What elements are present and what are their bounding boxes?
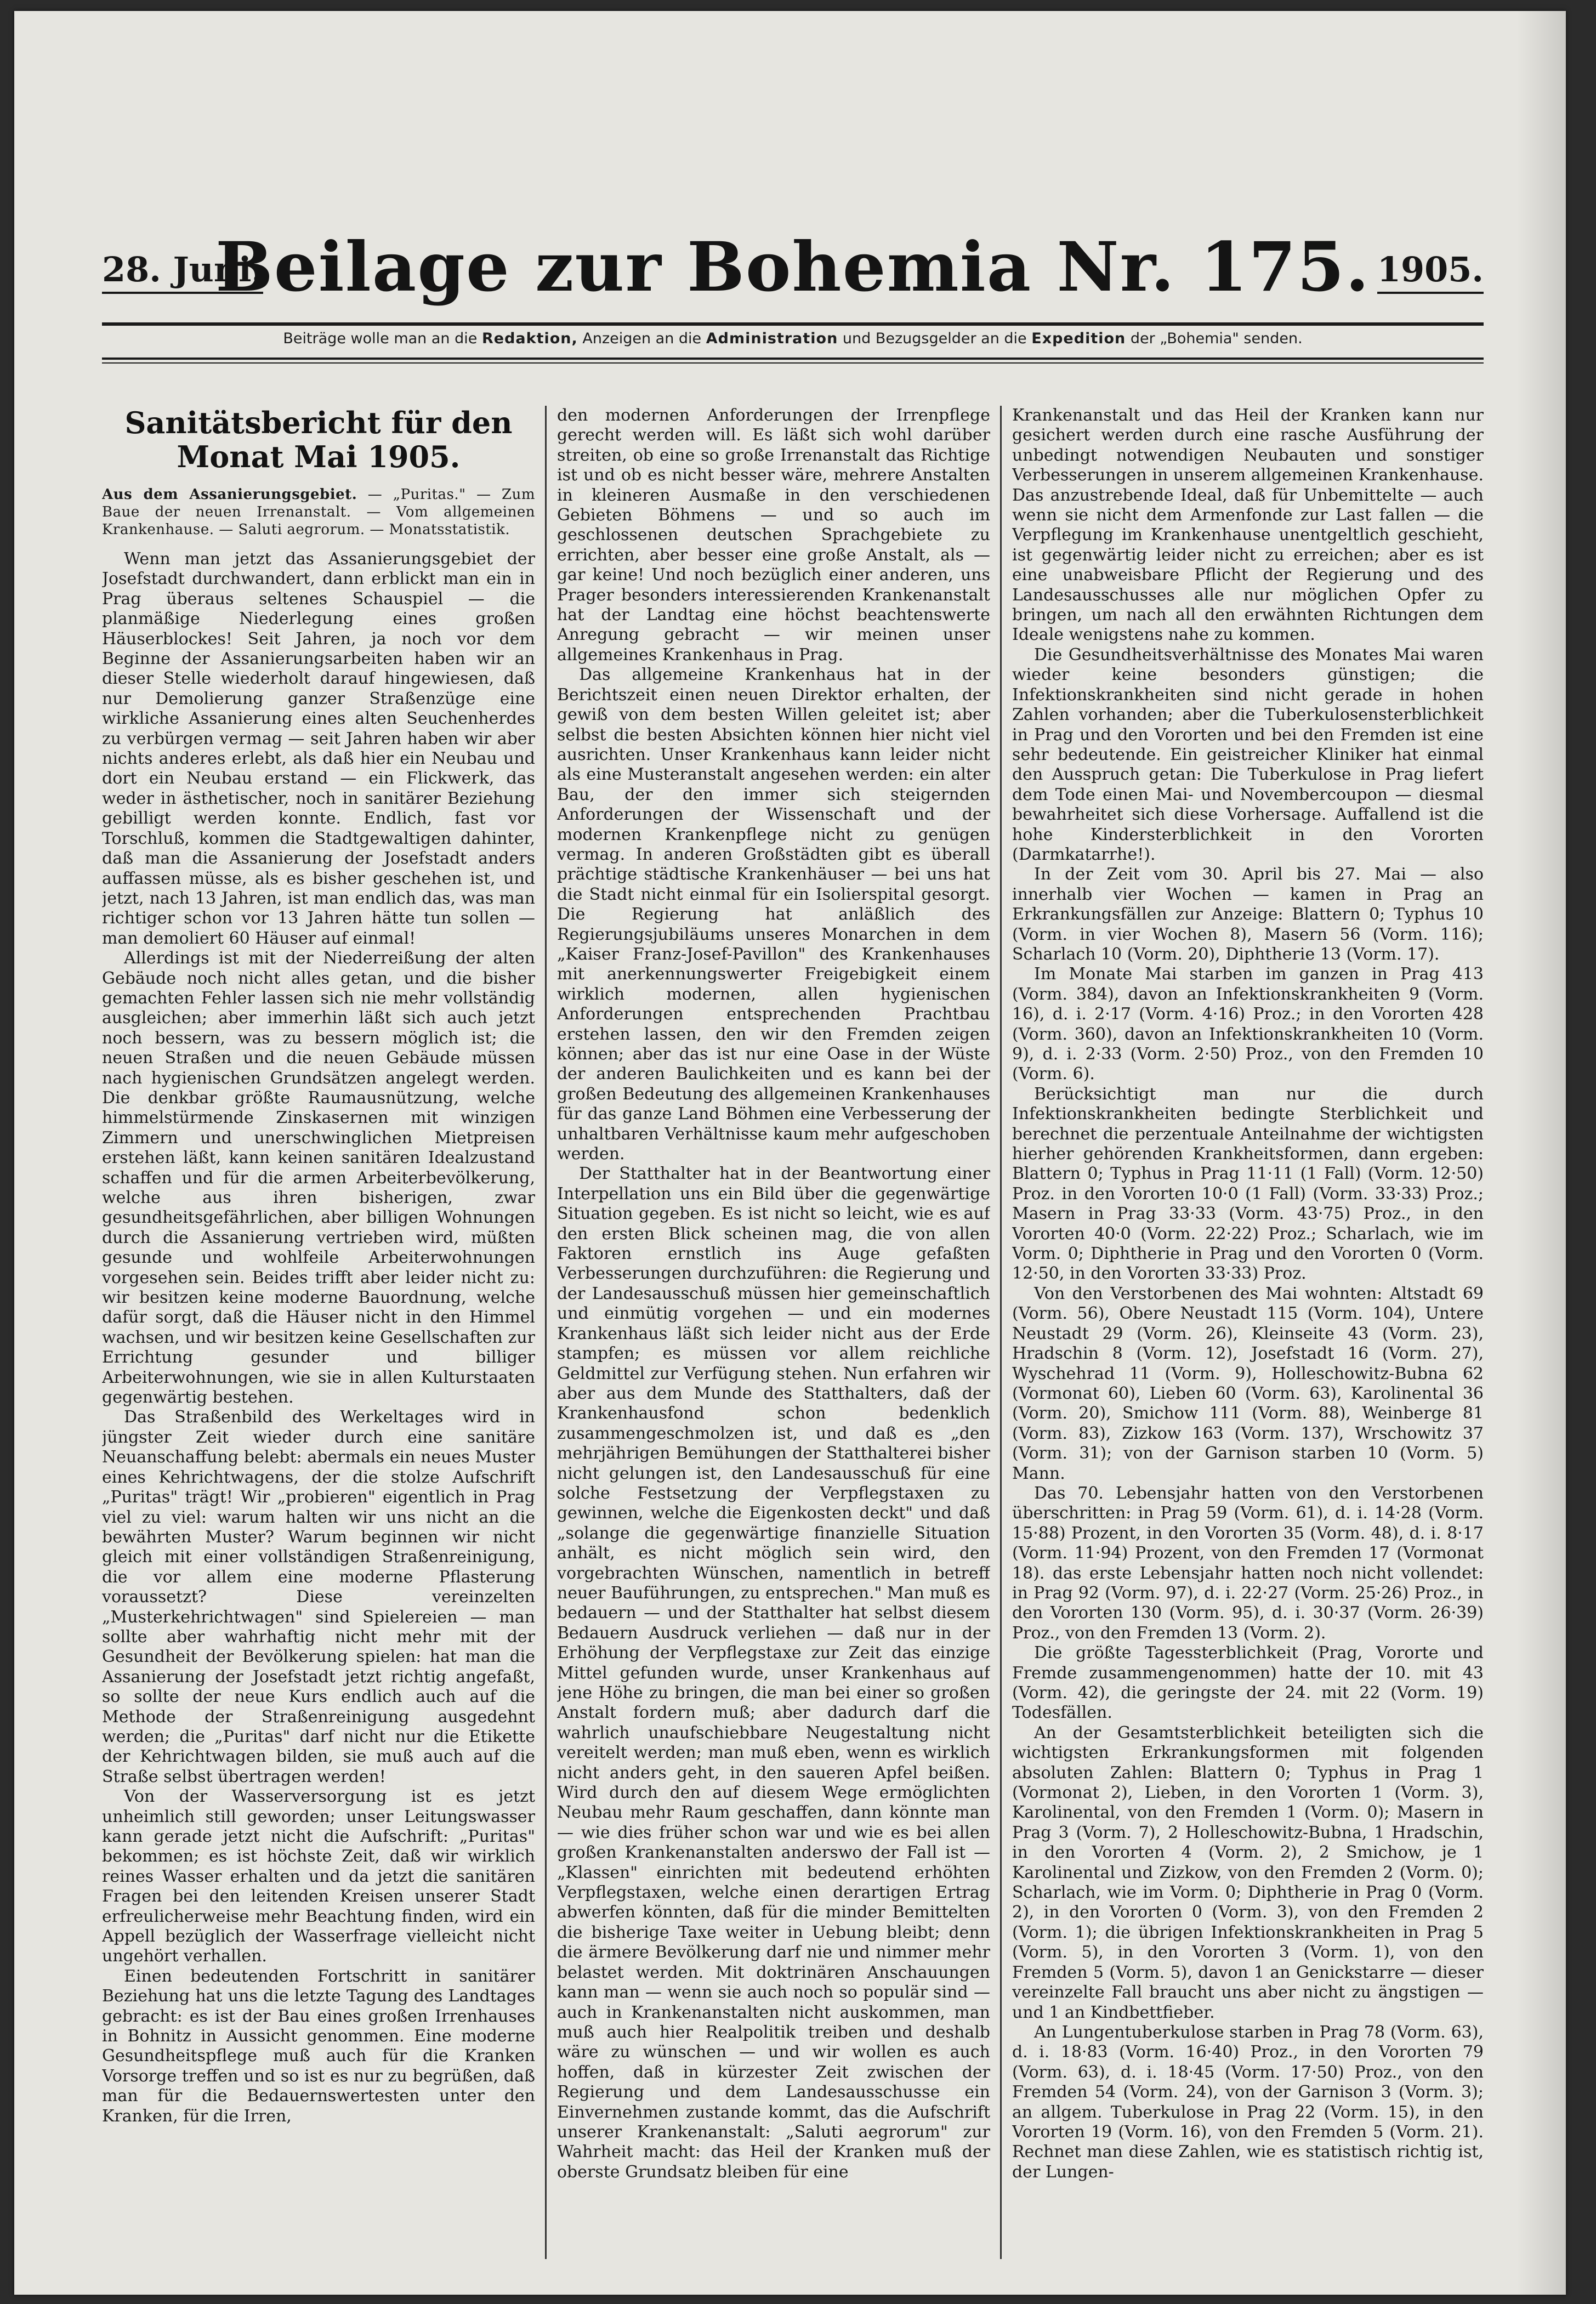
masthead-year: 1905. [1377,249,1484,294]
column-divider-1 [545,406,547,2259]
column-1 [102,406,535,2259]
paragraph: Das Straßenbild des Werkeltages wird in jüngster Zeit wieder durch eine sanitäre Neuanschaffung belebt: abermals ein neues Muster eines Kehrichtwagens, der die stolze Aufschrift „Puritas" trägt! Wir „probieren" eigentlich in Prag viel zu viel: warum halten wir uns nicht an die bewährten Muster? Warum beginnen wir nicht gleich mit einer vollständigen Straßenreinigung, die vor allem eine moderne Pflasterung voraussetzt? Diese vereinzelten „Musterkehrichtwagen" sind Spielereien — man sollte aber wahrhaftig nicht mehr mit der Gesundheit der Bevölkerung spielen: hat man die Assanierung der Josefstadt jetzt richtig angefaßt, so sollte der neue Kurs endlich auch auf die Methode der Straßenreinigung ausgedehnt werden; die „Puritas" darf nicht nur die Etikette der Kehrichtwagen bilden, sie muß auch auf die Straße selbst übertragen werden! [102,1408,535,1786]
paragraph: Die größte Tagessterblichkeit (Prag, Vororte und Fremde zusammengenommen) hatte der 10. mit 43 (Vorm. 42), die geringste der 24. mit 22 (Vorm. 19) Todesfällen. [1012,1643,1484,1723]
paragraph: Berücksichtigt man nur die durch Infektionskrankheiten bedingte Sterblichkeit und berechnet die perzentuale Anteilnahme der wichtigsten hierher gehörenden Krankheitsformen, dann ergeben: Blattern 0; Typhus in Prag 11·11 (1 Fall) (Vorm. 12·50) Proz. in den Vororten 10·0 (1 Fall) (Vorm. 33·33) Proz.; Masern in Prag 33·33 (Vorm. 43·75) Proz., in den Vororten 40·0 (Vorm. 22·22) Proz.; Scharlach, wie im Vorm. 0; Diphtherie in Prag und den Vororten 0 (Vorm. 12·50, in den Vororten 33·33) Proz. [1012,1084,1484,1284]
paragraph: Die Gesundheitsverhältnisse des Monates Mai waren wieder keine besonders günstigen; die Infektionskrankheiten sind nicht gerade in hohen Zahlen vorhanden; aber die Tuberkulosensterblichkeit in Prag und den Vororten und bei den Fremden ist eine sehr bedeutende. Ein geistreicher Kliniker hat einmal den Ausspruch getan: Die Tuberkulose in Prag liefert dem Tode einen Mai- und Novembercoupon — diesmal bewahrheitet sich diese Vorhersage. Auffallend ist die hohe Kindersterblichkeit in den Vororten (Darmkatarrhe!). [1012,645,1484,864]
notice-text-1: Beiträge wolle man an die [283,330,478,347]
paragraph: In der Zeit vom 30. April bis 27. Mai — also innerhalb vier Wochen — kamen in Prag an Erkrankungsfällen zur Anzeige: Blattern 0; Typhus 10 (Vorm. in vier Wochen 8), Masern 56 (Vorm. 116); Scharlach 10 (Vorm. 20), Diphtherie 13 (Vorm. 17). [1012,865,1484,964]
paragraph: Von den Verstorbenen des Mai wohnten: Altstadt 69 (Vorm. 56), Obere Neustadt 115 (Vorm. 104), Untere Neustadt 29 (Vorm. 26), Kleinseite 43 (Vorm. 23), Hradschin 8 (Vorm. 12), Josefstadt 16 (Vorm. 27), Wyschehrad 11 (Vorm. 9), Holleschowitz-Bubna 62 (Vormonat 60), Lieben 60 (Vorm. 63), Karolinental 36 (Vorm. 20), Smichow 111 (Vorm. 88), Weinberge 81 (Vorm. 83), Zizkow 163 (Vorm. 137), Wrschowitz 37 (Vorm. 31); von der Garnison starben 10 (Vorm. 5) Mann. [1012,1284,1484,1483]
paragraph: Von der Wasserversorgung ist es jetzt unheimlich still geworden; unser Leitungswasser kann gerade jetzt nicht die Aufschrift: „Puritas" bekommen; es ist höchste Zeit, daß wir wirklich reines Wasser erhalten und da jetzt die sanitären Fragen bei den leitenden Kreisen unserer Stadt erfreulicherweise mehr Beachtung finden, wird ein Appell bezüglich der Wasserfrage vielleicht nicht ungehört verhallen. [102,1787,535,1966]
notice-redaktion: Redaktion, [481,330,578,347]
column-3 [1012,406,1484,2259]
notice-expedition: Expedition [1031,330,1126,347]
paragraph: An Lungentuberkulose starben in Prag 78 (Vorm. 63), d. i. 18·83 (Vorm. 16·40) Proz., in den Vororten 79 (Vorm. 63), d. i. 18·45 (Vorm. 17·50) Proz., von den Fremden 54 (Vorm. 24), von der Garnison 3 (Vorm. 3); an allgem. Tuberkulose in Prag 22 (Vorm. 15), in den Vororten 19 (Vorm. 16), von den Fremden 5 (Vorm. 21). Rechnet man diese Zahlen, wie es statistisch richtig ist, der Lungen- [1012,2022,1484,2182]
article-summary-lead: Aus dem Assanierungsgebiet. [102,486,357,503]
masthead-rule-top [102,322,1484,326]
article-summary-rest: — „Puritas." — Zum Baue der neuen Irrenanstalt. — Vom allgemeinen Krankenhause. — Saluti aegrorum. — Monatsstatistik. [102,486,535,538]
paragraph: Krankenanstalt und das Heil der Kranken kann nur gesichert werden durch eine rasche Ausführung der unbedingt notwendigen Neubauten und sonstiger Verbesserungen in unserem allgemeinen Krankenhause. Das anzustrebende Ideal, daß für Unbemittelte — auch wenn sie nicht dem Armenfonde zur Last fallen — die Verpflegung im Krankenhause unentgeltlich geschieht, ist gegenwärtig leider nicht zu erreichen; aber es ist eine unabweisbare Pflicht der Regierung und des Landesausschusses alle nur möglichen Opfer zu bringen, um nach all den erwähnten Richtungen dem Ideale wenigstens nahe zu kommen. [1012,406,1484,645]
masthead-rule-bottom-thin [102,362,1484,364]
article-summary [102,486,535,538]
column-divider-2 [1000,406,1002,2259]
masthead-rule-bottom [102,357,1484,360]
paragraph: Der Statthalter hat in der Beantwortung einer Interpellation uns ein Bild über die gegenwärtige Situation gegeben. Es ist nicht so leicht, wie es auf den ersten Blick scheinen mag, die von allen Faktoren ernstlich ins Auge gefaßten Verbesserungen durchzuführen: die Regierung und der Landesausschuß müssen hier gemeinschaftlich und einmütig vorgehen — und ein modernes Krankenhaus läßt sich leider nicht aus der Erde stampfen; es müssen vor allem reichliche Geldmittel zur Verfügung stehen. Nun erfahren wir aber aus dem Munde des Statthalters, daß der Krankenhausfond schon bedenklich zusammengeschmolzen ist, und daß es „den mehrjährigen Bemühungen der Statthalterei bisher nicht gelungen ist, den Landesausschuß für eine solche Festsetzung der Verpflegstaxen zu gewinnen, welche die Eigenkosten deckt" und daß „solange die gegenwärtige finanzielle Situation anhält, es nicht möglich sein wird, den vorgebrachten Wünschen, namentlich in betreff neuer Bauführungen, zu entsprechen." Man muß es bedauern — und der Statthalter hat selbst diesem Bedauern Ausdruck verliehen — daß nur in der Erhöhung der Verpflegstaxe zur Zeit das einzige Mittel gefunden wurde, unser Krankenhaus auf jene Höhe zu bringen, die man bei einer so großen Anstalt fordern muß; aber dadurch darf die wahrlich unaufschiebbare Neugestaltung nicht vereitelt werden; man muß eben, wenn es wirklich nicht anders geht, in den saueren Apfel beißen. Wird durch den auf diesem Wege ermöglichten Neubau mehr Raum geschaffen, dann könnte man — wie dies früher schon war und wie es bei allen großen Krankenanstalten anderswo der Fall ist — „Klassen" einrichten mit bedeutend erhöhten Verpflegstaxen, welche einen derartigen Ertrag abwerfen könnten, daß für die minder Bemittelten die bisherige Taxe weiter in Uebung bleibt; denn die ärmere Bevölkerung darf nie und nimmer mehr belastet werden. Mit doktrinären Anschauungen kann man — wenn sie auch noch so populär sind — auch in Krankenanstalten nicht auskommen, man muß auch hier Realpolitik treiben und deshalb wäre zu wünschen — und wir wollen es auch hoffen, daß in kürzester Zeit zwischen der Regierung und dem Landesausschusse ein Einvernehmen zustande kommt, das die Aufschrift unserer Krankenanstalt: „Saluti aegrorum" zur Wahrheit macht: das Heil der Kranken muß der oberste Grundsatz bleiben für eine [557,1164,990,2182]
masthead-title: Beilage zur Bohemia Nr. 175. [215,228,1371,307]
masthead [102,228,1484,321]
paragraph: Das allgemeine Krankenhaus hat in der Berichtszeit einen neuen Direktor erhalten, der gewiß von dem besten Willen geleitet ist; aber selbst die besten Absichten können hier nicht viel ausrichten. Unser Krankenhaus kann leider nicht als eine Musteranstalt angesehen werden: ein alter Bau, der den immer sich steigernden Anforderungen der Wissenschaft und der modernen Krankenpflege nicht zu genügen vermag. In anderen Großstädten gibt es überall prächtige städtische Krankenhäuser — bei uns hat die Stadt nicht einmal für ein Isolierspital gesorgt. Die Regierung hat anläßlich des Regierungsjubiläums unseres Monarchen in dem „Kaiser Franz-Josef-Pavillon" des Krankenhauses mit anerkennungswerter Freigebigkeit einem wirklich modernen, allen hygienischen Anforderungen entsprechenden Prachtbau erstehen lassen, den wir den Fremden zeigen können; aber das ist nur eine Oase in der Wüste der anderen Baulichkeiten und es kann bei der großen Bedeutung des allgemeinen Krankenhauses für das ganze Land Böhmen eine Verbesserung der unhaltbaren Verhältnisse kaum mehr aufgeschoben werden. [557,665,990,1164]
notice-text-4: der „Bohemia" senden. [1130,330,1303,347]
notice-text-2: Anzeigen an die [582,330,702,347]
masthead-date: 28. Juni. [102,249,263,294]
newspaper-page [14,11,1566,2295]
page-fold-shadow [1517,11,1566,2295]
paragraph: An der Gesamtsterblichkeit beteiligten sich die wichtigsten Erkrankungsformen mit folgenden absoluten Zahlen: Blattern 0; Typhus in Prag 1 (Vormonat 2), Lieben, in den Vororten 1 (Vorm. 3), Karolinental, von den Fremden 1 (Vorm. 0); Masern in Prag 3 (Vorm. 7), 2 Holleschowitz-Bubna, 1 Hradschin, in den Vororten 4 (Vorm. 2), 2 Smichow, je 1 Karolinental und Zizkow, von den Fremden 2 (Vorm. 0); Scharlach, wie im Vorm. 0; Diphtherie in Prag 0 (Vorm. 2), in den Vororten 0 (Vorm. 3), von den Fremden 2 (Vorm. 1); die übrigen Infektionskrankheiten in Prag 5 (Vorm. 5), in den Vororten 3 (Vorm. 1), von den Fremden 5 (Vorm. 5), davon 1 an Genickstarre — dieser vereinzelte Fall braucht uns aber nicht zu ängstigen — und 1 an Kindbettfieber. [1012,1723,1484,2022]
notice-text-3: und Bezugsgelder an die [842,330,1027,347]
column-2 [557,406,990,2259]
paragraph: den modernen Anforderungen der Irrenpflege gerecht werden will. Es läßt sich wohl darüber streiten, ob eine so große Irrenanstalt das Richtige ist und ob es nicht besser wäre, mehrere Anstalten in kleineren Ausmaße in den verschiedenen Gebieten Böhmens — und so auch im geschlossenen deutschen Sprachgebiete zu errichten, aber besser eine große Anstalt, als — gar keine! Und noch bezüglich einer anderen, uns Prager besonders interessierenden Krankenanstalt hat der Landtag eine höchst beachtenswerte Anregung gebracht — wir meinen unser allgemeines Krankenhaus in Prag. [557,406,990,665]
paragraph: Das 70. Lebensjahr hatten von den Verstorbenen überschritten: in Prag 59 (Vorm. 61), d. i. 14·28 (Vorm. 15·88) Prozent, in den Vororten 35 (Vorm. 48), d. i. 8·17 (Vorm. 11·94) Prozent, von den Fremden 17 (Vormonat 18). das erste Lebensjahr hatten noch nicht vollendet: in Prag 92 (Vorm. 97), d. i. 22·27 (Vorm. 25·26) Proz., in den Vororten 130 (Vorm. 95), d. i. 30·37 (Vorm. 26·39) Proz., von den Fremden 13 (Vorm. 2). [1012,1483,1484,1643]
paragraph: Wenn man jetzt das Assanierungsgebiet der Josefstadt durchwandert, dann erblickt man ein in Prag überaus seltenes Schauspiel — die planmäßige Niederlegung eines großen Häuserblockes! Seit Jahren, ja noch vor dem Beginne der Assanierungsarbeiten haben wir an dieser Stelle wiederholt darauf hingewiesen, daß nur Demolierung ganzer Straßenzüge eine wirkliche Assanierung eines alten Seuchenherdes zu verbürgen vermag — seit Jahren haben wir aber nichts anderes erlebt, als daß hier ein Neubau und dort ein Neubau erstand — ein Flickwerk, das weder in ästhetischer, noch in sanitärer Beziehung gebilligt werden konnte. Endlich, fast vor Torschluß, kommen die Stadtgewaltigen dahinter, daß man die Assanierung der Josefstadt anders auffassen müsse, als es bisher geschehen ist, und jetzt, nach 13 Jahren, ist man endlich das, was man richtiger schon vor 13 Jahren hätte tun sollen — man demoliert 60 Häuser auf einmal! [102,549,535,948]
notice-administration: Administration [706,330,838,347]
submission-notice [102,330,1484,347]
paragraph: Einen bedeutenden Fortschritt in sanitärer Beziehung hat uns die letzte Tagung des Landtages gebracht: es ist der Bau eines großen Irrenhauses in Bohnitz in Aussicht genommen. Eine moderne Gesundheitspflege muß auch für die Kranken Vorsorge treffen und so ist es nur zu begrüßen, daß man für die Bedauernswertesten unter den Kranken, für die Irren, [102,1966,535,2126]
article-title: Sanitätsbericht für den Monat Mai 1905. [124,406,513,474]
paragraph: Im Monate Mai starben im ganzen in Prag 413 (Vorm. 384), davon an Infektionskrankheiten 9 (Vorm. 16), d. i. 2·17 (Vorm. 4·16) Proz.; in den Vororten 428 (Vorm. 360), davon an Infektionskrankheiten 10 (Vorm. 9), d. i. 2·33 (Vorm. 2·50) Proz., von den Fremden 10 (Vorm. 6). [1012,964,1484,1084]
paragraph: Allerdings ist mit der Niederreißung der alten Gebäude noch nicht alles getan, und die bisher gemachten Fehler lassen sich nie mehr vollständig ausgleichen; aber immerhin läßt sich auch jetzt noch bessern, was zu bessern möglich ist; die neuen Straßen und die neuen Gebäude müssen nach hygienischen Grundsätzen angelegt werden. Die denkbar größte Raumausnützung, welche himmelstürmende Zinskasernen mit winzigen Zimmern und unerschwinglichen Mietpreisen erstehen läßt, kann keinen sanitären Idealzustand schaffen und für die armen Arbeiterbevölkerung, welche aus ihren bisherigen, zwar gesundheitsgefährlichen, aber billigen Wohnungen durch die Assanierung vertrieben wird, müßten gesunde und wohlfeile Arbeiterwohnungen vorgesehen sein. Beides trifft aber leider nicht zu: wir besitzen keine moderne Bauordnung, welche dafür sorgt, daß die Häuser nicht in den Himmel wachsen, und wir besitzen keine Gesellschaften zur Errichtung gesunder und billiger Arbeiterwohnungen, wie sie in allen Kulturstaaten gegenwärtig bestehen. [102,949,535,1408]
